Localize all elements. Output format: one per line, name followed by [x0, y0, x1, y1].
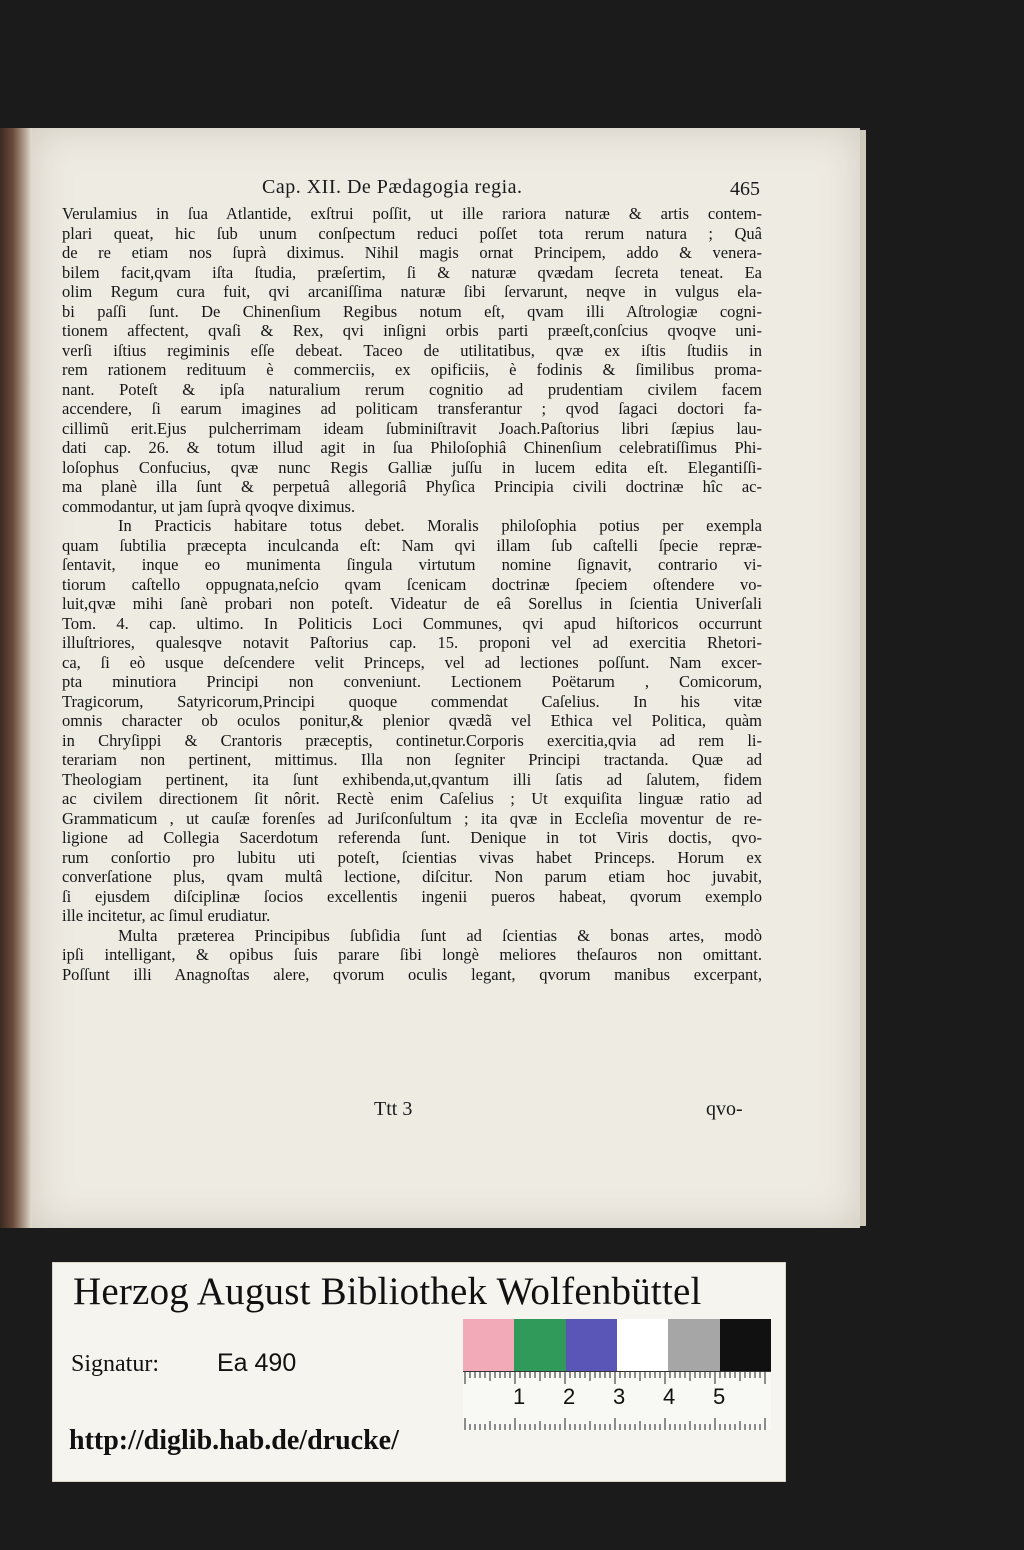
text-line: ſentavit, inque eo munimenta ſingula virtutum nomine ſignavit, contrario vi-: [62, 555, 762, 574]
text-line: ac civilem directionem ſit nôrit. Rectè enim Caſelius ; Ut exquiſita linguæ ratio ad: [62, 789, 762, 808]
library-url: http://diglib.hab.de/drucke/: [69, 1425, 399, 1456]
text-line: verſi iſtius regiminis eſſe debeat. Taceo de utilitatibus, qvæ ex iſtis ſtudiis in: [62, 340, 762, 360]
color-swatch: [566, 1319, 617, 1371]
ruler-number: 1: [513, 1384, 526, 1409]
text-line: ca, ſi eò usque deſcendere velit Princeps, vel ad lectiones poſſunt. Nam excer-: [62, 652, 762, 672]
text-line: converſatione plus, qvam multâ lectione, diſcitur. Non parum etiam hoc juvabit,: [62, 867, 762, 886]
text-line: Tragicorum, Satyricorum,Principi quoque commendat Caſelius. In his vitæ: [62, 691, 762, 711]
text-line: dati cap. 26. & totum illud agit in ſua Philoſophiâ Chinenſium celebratiſſimus Phi-: [62, 438, 762, 457]
text-line: bilem facit,qvam iſta ſtudia, præſertim, ſi & naturæ qvædam ſecreta teneat. Ea: [62, 262, 762, 282]
color-swatch: [514, 1319, 565, 1371]
library-card: [52, 1262, 786, 1482]
text-line: rem rationem redituum è commerciis, ex opificiis, è fodinis & ſimilibus proma-: [62, 360, 762, 379]
text-line: omnis character ob oculos ponitur,& plenior qvædã vel Ethica vel Politica, quàm: [62, 711, 762, 730]
text-line: Multa præterea Principibus ſubſidia ſunt ad ſcientias & bonas artes, modò: [118, 925, 762, 945]
text-line: ma planè illa ſunt & perpetuâ allegoriâ Phyſica Principia civili doctrinæ hîc ac-: [62, 477, 762, 496]
text-line: nant. Poteſt & ipſa naturalium rerum cognitio ad prudentiam civilem facem: [62, 379, 762, 399]
text-line: de re etiam nos ſuprà diximus. Nihil magis ornat Principem, addo & venera-: [62, 243, 762, 262]
page-edge: [860, 130, 866, 1226]
signature-mark: Ttt 3: [374, 1098, 413, 1120]
text-line: pta minutiora Principi non conveniunt. Lectionem Poëtarum , Comicorum,: [62, 672, 762, 691]
text-line: accendere, ſi earum imagines ad politicam transferantur ; qvod ſagaci doctori fa-: [62, 399, 762, 418]
color-swatch: [617, 1319, 668, 1371]
text-line: Tom. 4. cap. ultimo. In Politicis Loci Communes, qvi apud hiſtoricos occurrunt: [62, 613, 762, 633]
signature-label: Signatur:: [71, 1351, 159, 1377]
text-line: ligione ad Collegia Sacerdotum referenda ſunt. Denique in tot Viris doctis, qvo-: [62, 828, 762, 847]
text-line: commodantur, ut jam ſuprà qvoqve diximus.: [62, 496, 356, 516]
text-line: plari queat, hic ſub unum conſpectum reduci poſſet tota rerum natura ; Quâ: [62, 223, 762, 243]
text-line: cillimũ erit.Ejus pulcherrimam ideam ſubminiſtravit Joach.Paſtorius libri ſæpius lau-: [62, 418, 762, 438]
body-text: [62, 204, 762, 984]
book-spine: [0, 128, 32, 1228]
color-swatch: [668, 1319, 719, 1371]
ruler-number: 3: [613, 1384, 626, 1409]
text-line: quam ſubtilia præcepta inculcanda eſt: Nam qvi illam ſub caſtelli ſpecie repræ-: [62, 535, 762, 555]
text-line: ſi ejusdem diſciplinæ ſocios excellentis ingenii pueros habeat, qvorum exemplo: [62, 886, 762, 906]
ruler-number: 5: [713, 1384, 726, 1409]
scale-ruler: [463, 1371, 771, 1430]
text-line: illuſtriores, qualesqve notavit Paſtorius cap. 15. proponi vel ad exercitia Rhetori-: [62, 633, 762, 652]
ruler-number: 4: [663, 1384, 676, 1409]
catchword: qvo-: [706, 1098, 743, 1120]
color-swatch: [720, 1319, 771, 1371]
text-line: loſophus Confucius, qvæ nunc Regis Galliæ juſſu in lucem edita eſt. Elegantiſſi-: [62, 457, 762, 477]
text-line: terariam non pertinent, mittimus. Illa non ſegniter Principi tractanda. Quæ ad: [62, 750, 762, 769]
color-calibration-strip: [463, 1319, 771, 1371]
text-line: luit,qvæ mihi ſanè probari non poteſt. Videatur de eâ Sorellus in ſcientia Univerſali: [62, 594, 762, 613]
library-name: Herzog August Bibliothek Wolfenbüttel: [73, 1270, 702, 1313]
text-line: olim Regum cura fuit, qvi arcaniſſima naturæ ſibi ſervarunt, neqve in vulgus ela-: [62, 282, 762, 301]
text-line: tiorum caſtello oppugnata,neſcio qvam ſcenicam doctrinæ ſpeciem oſtendere vo-: [62, 574, 762, 594]
text-line: ille incitetur, ac ſimul erudiatur.: [62, 906, 271, 925]
text-line: bi paſſi ſunt. De Chinenſium Regibus notum eſt, qvam illi Aſtrologiæ cogni-: [62, 301, 762, 321]
text-line: Grammaticum , ut cauſæ forenſes ad Juriſconſultum ; ita qvæ in Eccleſia moventur de re-: [62, 808, 762, 828]
color-swatch: [463, 1319, 514, 1371]
text-line: ipſi intelligant, & opibus ſuis parare ſibi longè meliores theſauros non omittant.: [62, 945, 762, 964]
text-line: in Chryſippi & Crantoris præceptis, continetur.Corporis exercitia,qvia ad rem li-: [62, 730, 762, 750]
text-line: Theologiam pertinent, ita ſunt exhibenda,ut,qvantum illi ſatis ad ſalutem, fidem: [62, 769, 762, 789]
text-line: Verulamius in ſua Atlantide, exſtrui poſſit, ut ille rariora naturæ & artis contem-: [62, 204, 762, 223]
running-header: Cap. XII. De Pædagogia regia.: [262, 176, 523, 198]
ruler-number: 2: [563, 1384, 576, 1409]
page-number: 465: [730, 178, 760, 200]
text-line: In Practicis habitare totus debet. Moralis philoſophia potius per exempla: [118, 516, 762, 535]
text-line: tionem affectent, qvaſi & Rex, qvi inſigni orbis parti præeſt,conſcius qvoqve uni-: [62, 321, 762, 340]
signature-value: Ea 490: [217, 1349, 297, 1377]
text-line: Poſſunt illi Anagnoſtas alere, qvorum oculis legant, qvorum manibus excerpant,: [62, 964, 762, 984]
text-line: rum conſortio pro lubitu uti poteſt, ſcientias vivas habet Princeps. Horum ex: [62, 847, 762, 867]
